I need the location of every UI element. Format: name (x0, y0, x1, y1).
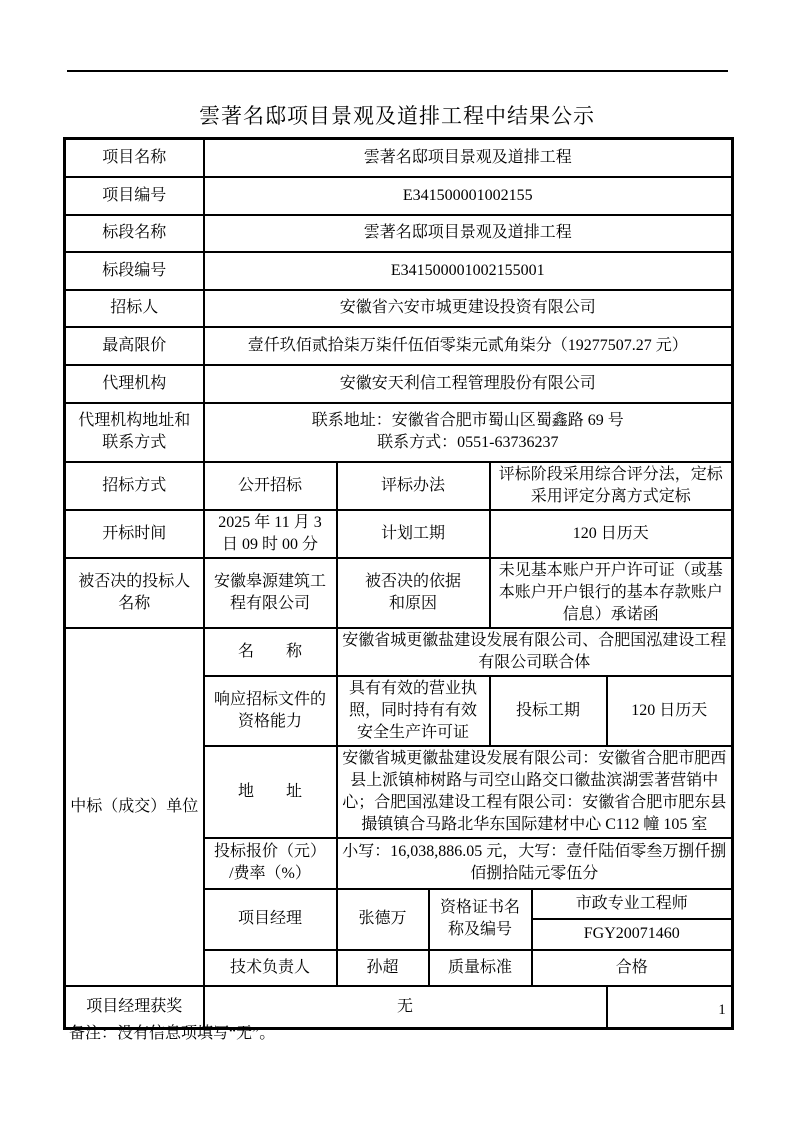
table-row (65, 558, 733, 628)
winner-name-value: 安徽省城更徽盐建设发展有限公司、合肥国泓建设工程有限公司联合体 (337, 628, 733, 676)
tenderer-label: 招标人 (65, 290, 204, 327)
manager-awards-label: 项目经理获奖 (65, 986, 204, 1029)
project-manager-value: 张德万 (337, 889, 429, 950)
certificate-label: 资格证书名 称及编号 (429, 889, 532, 950)
project-code-value: E341500001002155 (204, 177, 733, 215)
project-name-value: 雲著名邸项目景观及道排工程 (204, 139, 733, 177)
table-row (65, 290, 733, 327)
price-limit-value: 壹仟玖佰贰拾柒万柒仟伍佰零柒元贰角柒分（19277507.27 元） (204, 327, 733, 365)
project-code-label: 项目编号 (65, 177, 204, 215)
section-code-label: 标段编号 (65, 252, 204, 290)
bid-price-label: 投标报价（元） /费率（%） (204, 838, 337, 889)
page-number: 1 (718, 1002, 726, 1018)
table-row (65, 252, 733, 290)
table-row (65, 327, 733, 365)
certificate-code-value: FGY20071460 (532, 919, 733, 950)
project-name-label: 项目名称 (65, 139, 204, 177)
remark-note: 备注：没有信息项填写“无”。 (69, 1025, 276, 1042)
opening-time-label: 开标时间 (65, 510, 204, 558)
bid-duration-value: 120 日历天 (607, 676, 733, 746)
tender-method-value: 公开招标 (204, 462, 337, 510)
technical-director-label: 技术负责人 (204, 950, 337, 986)
rejected-bidder-label: 被否决的投标人 名称 (65, 558, 204, 628)
project-manager-label: 项目经理 (204, 889, 337, 950)
winner-address-value: 安徽省城更徽盐建设发展有限公司：安徽省合肥市肥西县上派镇柿树路与司空山路交口徽盐滨湖雲著营销中心；合肥国泓建设工程有限公司：安徽省合肥市肥东县撮镇镇合马路北华东国际建材中心 C112 幢 105 室 (337, 746, 733, 838)
table-row (65, 510, 733, 558)
section-name-label: 标段名称 (65, 215, 204, 252)
certificate-name-value: 市政专业工程师 (532, 889, 733, 919)
section-code-value: E341500001002155001 (204, 252, 733, 290)
header-rule (67, 70, 728, 72)
table-row (65, 177, 733, 215)
evaluation-method-label: 评标办法 (337, 462, 490, 510)
agency-contact-label: 代理机构地址和 联系方式 (65, 403, 204, 462)
planned-duration-label: 计划工期 (337, 510, 490, 558)
bid-price-value: 小写：16,038,886.05 元，大写：壹仟陆佰零叁万捌仟捌佰捌拾陆元零伍分 (337, 838, 733, 889)
bid-result-table (63, 137, 734, 1030)
winner-qualification-label: 响应招标文件的 资格能力 (204, 676, 337, 746)
tenderer-value: 安徽省六安市城更建设投资有限公司 (204, 290, 733, 327)
quality-standard-label: 质量标准 (429, 950, 532, 986)
price-limit-label: 最高限价 (65, 327, 204, 365)
table-row (65, 139, 733, 177)
evaluation-method-value: 评标阶段采用综合评分法，定标采用评定分离方式定标 (490, 462, 733, 510)
winner-qualification-value: 具有有效的营业执照，同时持有有效安全生产许可证 (337, 676, 490, 746)
bid-duration-label: 投标工期 (490, 676, 607, 746)
table-row (65, 215, 733, 252)
table-row (65, 628, 733, 676)
quality-standard-value: 合格 (532, 950, 733, 986)
table-row (65, 462, 733, 510)
rejected-bidder-value: 安徽皋源建筑工 程有限公司 (204, 558, 337, 628)
manager-awards-value: 无 (204, 986, 607, 1029)
agency-label: 代理机构 (65, 365, 204, 403)
rejection-reason-value: 未见基本账户开户许可证（或基本账户开户银行的基本存款账户信息）承诺函 (490, 558, 733, 628)
agency-value: 安徽安天利信工程管理股份有限公司 (204, 365, 733, 403)
table-row (65, 403, 733, 462)
agency-contact-value: 联系地址：安徽省合肥市蜀山区蜀鑫路 69 号 联系方式：0551-63736237 (204, 403, 733, 462)
opening-time-value: 2025 年 11 月 3 日 09 时 00 分 (204, 510, 337, 558)
section-name-value: 雲著名邸项目景观及道排工程 (204, 215, 733, 252)
winner-name-label: 名 称 (204, 628, 337, 676)
document-title: 雲著名邸项目景观及道排工程中结果公示 (199, 104, 595, 128)
tender-method-label: 招标方式 (65, 462, 204, 510)
technical-director-value: 孙超 (337, 950, 429, 986)
winner-address-label: 地 址 (204, 746, 337, 838)
winner-section-label: 中标（成交）单位 (65, 628, 204, 986)
table-row (65, 365, 733, 403)
planned-duration-value: 120 日历天 (490, 510, 733, 558)
rejection-reason-label: 被否决的依据 和原因 (337, 558, 490, 628)
